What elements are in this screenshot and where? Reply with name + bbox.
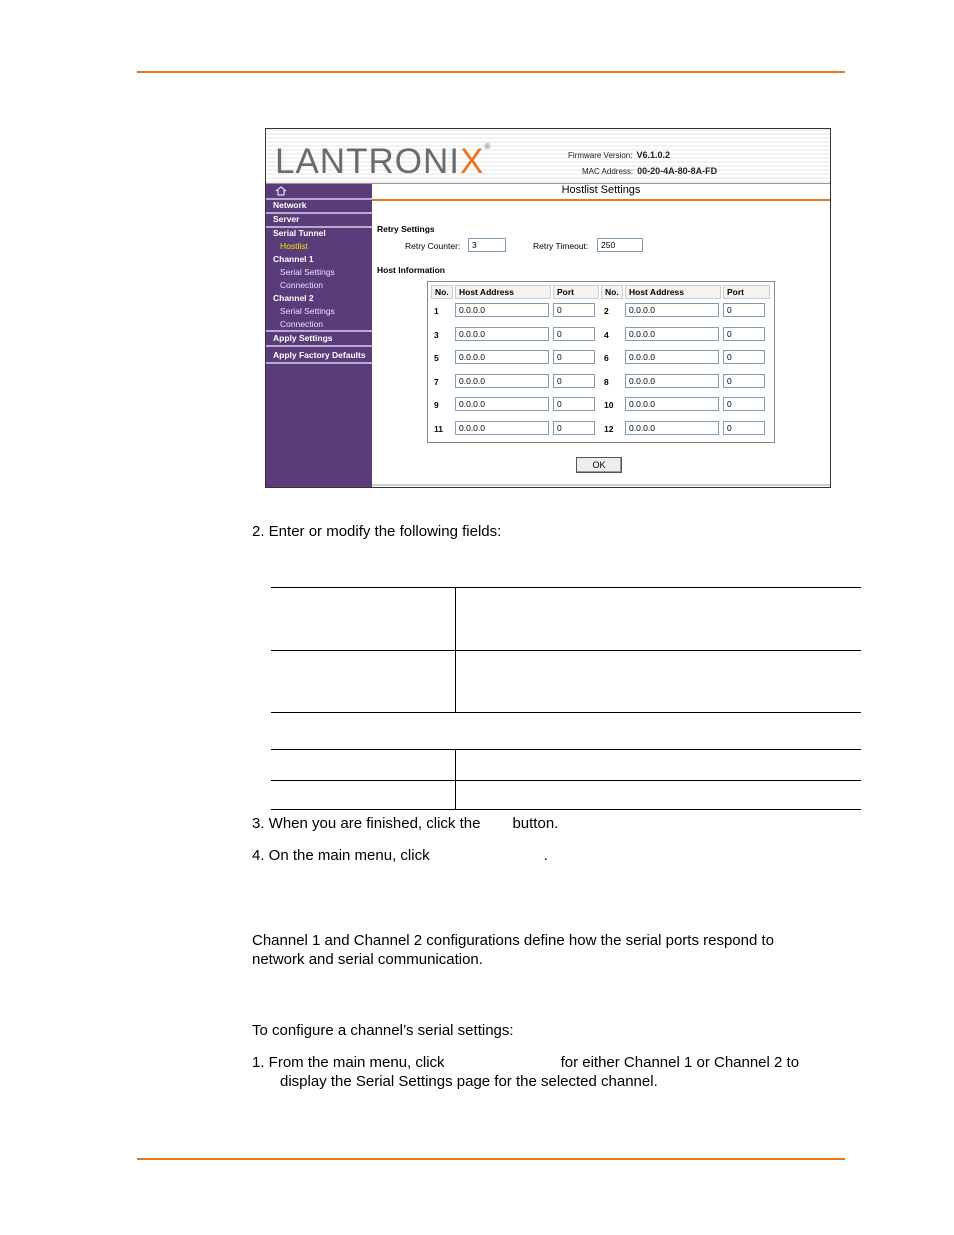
col-header-host: Host Address (625, 285, 721, 299)
host-number: 11 (434, 424, 443, 434)
retry-counter-label: Retry Counter: (405, 241, 461, 251)
host-number: 3 (434, 330, 439, 340)
host-number: 1 (434, 306, 439, 316)
screenshot-header (266, 129, 830, 184)
step-3-part-a: 3. When you are finished, click the (252, 815, 481, 832)
port-input[interactable]: 0 (553, 327, 595, 341)
mac-value: 00-20-4A-80-8A-FD (637, 166, 718, 176)
footer-rule (137, 1158, 845, 1160)
sidebar-menu (266, 184, 372, 488)
col-header-no: No. (601, 285, 623, 299)
device-screenshot (265, 128, 831, 488)
host-address-input[interactable]: 0.0.0.0 (625, 327, 719, 341)
sidebar-item-hostlist[interactable]: Hostlist (280, 241, 308, 251)
port-input[interactable]: 0 (723, 397, 765, 411)
host-number: 10 (604, 400, 614, 410)
port-input[interactable]: 0 (553, 397, 595, 411)
logo-x: X (459, 142, 485, 181)
port-input[interactable]: 0 (723, 350, 765, 364)
ok-button[interactable]: OK (576, 457, 622, 473)
retry-timeout-label: Retry Timeout: (533, 241, 589, 251)
home-icon[interactable] (275, 186, 287, 196)
table-rule (271, 780, 861, 781)
port-input[interactable]: 0 (553, 350, 595, 364)
sidebar-item-label: Server (273, 214, 300, 224)
table-rule (271, 749, 861, 750)
host-address-input[interactable]: 0.0.0.0 (455, 421, 549, 435)
sidebar-divider (266, 330, 372, 332)
sidebar-item-label: Network (273, 200, 307, 210)
host-address-input[interactable]: 0.0.0.0 (625, 303, 719, 317)
host-address-input[interactable]: 0.0.0.0 (455, 374, 549, 388)
sidebar-item-label: Channel 1 (273, 254, 314, 264)
step-1-text (252, 1054, 799, 1071)
host-table (427, 281, 775, 443)
retry-settings-heading: Retry Settings (377, 224, 435, 234)
col-header-host: Host Address (455, 285, 551, 299)
sidebar-item-label: Serial Tunnel (273, 228, 326, 238)
step-3-text (252, 815, 558, 832)
table-column-divider (455, 587, 456, 712)
host-number: 7 (434, 377, 439, 387)
step-1-part-b: for either Channel 1 or Channel 2 to (560, 1054, 800, 1071)
retry-timeout-input[interactable]: 250 (597, 238, 643, 252)
host-information-heading: Host Information (377, 265, 445, 275)
step-4-part-b: . (543, 847, 548, 864)
paragraph-line-1: Channel 1 and Channel 2 configurations define how the serial ports respond to (252, 932, 775, 949)
host-address-input[interactable]: 0.0.0.0 (455, 327, 549, 341)
mac-address (582, 166, 717, 176)
host-address-input[interactable]: 0.0.0.0 (455, 350, 549, 364)
sidebar-item-ch2-connection[interactable]: Connection (280, 319, 324, 329)
sidebar-item-label: Apply Settings (273, 333, 333, 343)
col-header-no: No. (431, 285, 453, 299)
step-2-text: 2. Enter or modify the following fields: (252, 523, 502, 540)
firmware-label: Firmware Version: (568, 151, 633, 160)
host-number: 8 (604, 377, 609, 387)
table-rule (271, 712, 861, 713)
firmware-value: V6.1.0.2 (636, 150, 670, 160)
lantronix-logo (275, 142, 491, 182)
table-rule (271, 587, 861, 588)
mac-label: MAC Address: (582, 167, 634, 176)
col-header-port: Port (553, 285, 599, 299)
header-rule (137, 71, 845, 73)
step-3-part-b: button. (512, 815, 559, 832)
host-number: 9 (434, 400, 439, 410)
table-rule (271, 650, 861, 651)
host-number: 12 (604, 424, 614, 434)
host-address-input[interactable]: 0.0.0.0 (625, 374, 719, 388)
firmware-version (568, 150, 670, 160)
host-number: 4 (604, 330, 609, 340)
step-4-part-a: 4. On the main menu, click (252, 847, 430, 864)
table-column-divider (455, 749, 456, 809)
sidebar-item-ch1-connection[interactable]: Connection (280, 280, 324, 290)
port-input[interactable]: 0 (723, 374, 765, 388)
sidebar-divider (266, 362, 372, 364)
host-address-input[interactable]: 0.0.0.0 (455, 397, 549, 411)
page-title: Hostlist Settings (561, 184, 641, 196)
logo-registered: ® (484, 142, 492, 151)
host-address-input[interactable]: 0.0.0.0 (625, 397, 719, 411)
sidebar-divider (266, 345, 372, 347)
host-address-input[interactable]: 0.0.0.0 (625, 421, 719, 435)
step-1-continuation: display the Serial Settings page for the selected channel. (280, 1073, 658, 1090)
bottom-divider (372, 484, 830, 486)
port-input[interactable]: 0 (553, 303, 595, 317)
paragraph-line-2: network and serial communication. (252, 951, 483, 968)
step-4-text (252, 847, 548, 864)
port-input[interactable]: 0 (553, 374, 595, 388)
table-rule (271, 809, 861, 810)
retry-counter-input[interactable]: 3 (468, 238, 506, 252)
step-1-part-a: 1. From the main menu, click (252, 1054, 445, 1071)
host-address-input[interactable]: 0.0.0.0 (455, 303, 549, 317)
host-number: 5 (434, 353, 439, 363)
title-underline (372, 199, 830, 201)
port-input[interactable]: 0 (723, 421, 765, 435)
logo-text: LANTRONI (275, 142, 460, 181)
col-header-port: Port (723, 285, 770, 299)
sidebar-item-ch1-serial-settings[interactable]: Serial Settings (280, 267, 335, 277)
host-address-input[interactable]: 0.0.0.0 (625, 350, 719, 364)
port-input[interactable]: 0 (723, 303, 765, 317)
port-input[interactable]: 0 (553, 421, 595, 435)
sidebar-item-ch2-serial-settings[interactable]: Serial Settings (280, 306, 335, 316)
sidebar-item-label: Channel 2 (273, 293, 314, 303)
port-input[interactable]: 0 (723, 327, 765, 341)
host-number: 6 (604, 353, 609, 363)
paragraph-intro: To configure a channel’s serial settings: (252, 1022, 514, 1039)
sidebar-item-label: Apply Factory Defaults (273, 350, 366, 360)
host-number: 2 (604, 306, 609, 316)
